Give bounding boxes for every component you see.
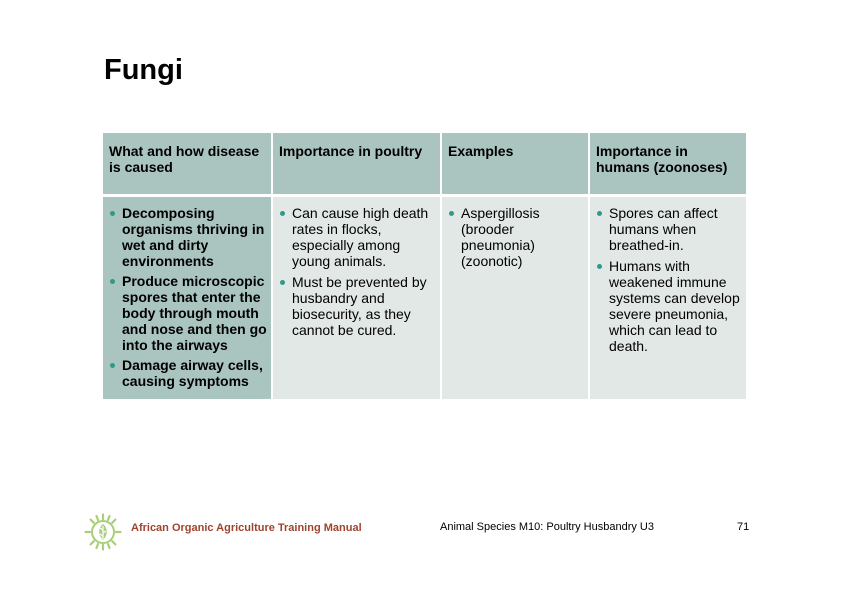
header-importance-poultry: Importance in poultry (273, 133, 442, 197)
page-title: Fungi (104, 54, 183, 86)
header-cause: What and how disease is caused (103, 133, 273, 197)
humans-list (594, 205, 742, 354)
cell-importance-humans (590, 197, 746, 399)
table-header-row (103, 133, 746, 197)
header-examples: Examples (442, 133, 590, 197)
header-importance-humans: Importance in humans (zoonoses) (590, 133, 746, 197)
list-item: Must be prevented by husbandry and biosecurity, as they cannot be cured. (277, 274, 436, 338)
list-item: Produce microscopic spores that enter the body through mouth and nose and then go into the airways (107, 273, 267, 353)
poultry-list (277, 205, 436, 338)
list-item: Spores can affect humans when breathed-in. (594, 205, 742, 253)
footer-manual-title: African Organic Agriculture Training Manual (131, 522, 362, 534)
fungi-table (103, 133, 746, 399)
sun-leaf-logo-icon (84, 513, 122, 551)
list-item: Humans with weakened immune systems can develop severe pneumonia, which can lead to death. (594, 258, 742, 354)
footer-module-title: Animal Species M10: Poultry Husbandry U3 (440, 521, 654, 533)
list-item: Damage airway cells, causing symptoms (107, 357, 267, 389)
list-item: Decomposing organisms thriving in wet and dirty environments (107, 205, 267, 269)
table-row (103, 197, 746, 399)
list-item: Aspergillosis (brooder pneumonia) (zoonotic) (446, 205, 584, 269)
cell-importance-poultry (273, 197, 442, 399)
cell-cause (103, 197, 273, 399)
list-item: Can cause high death rates in flocks, especially among young animals. (277, 205, 436, 269)
cause-list (107, 205, 267, 389)
examples-list (446, 205, 584, 269)
page-number: 71 (737, 521, 750, 533)
cell-examples (442, 197, 590, 399)
